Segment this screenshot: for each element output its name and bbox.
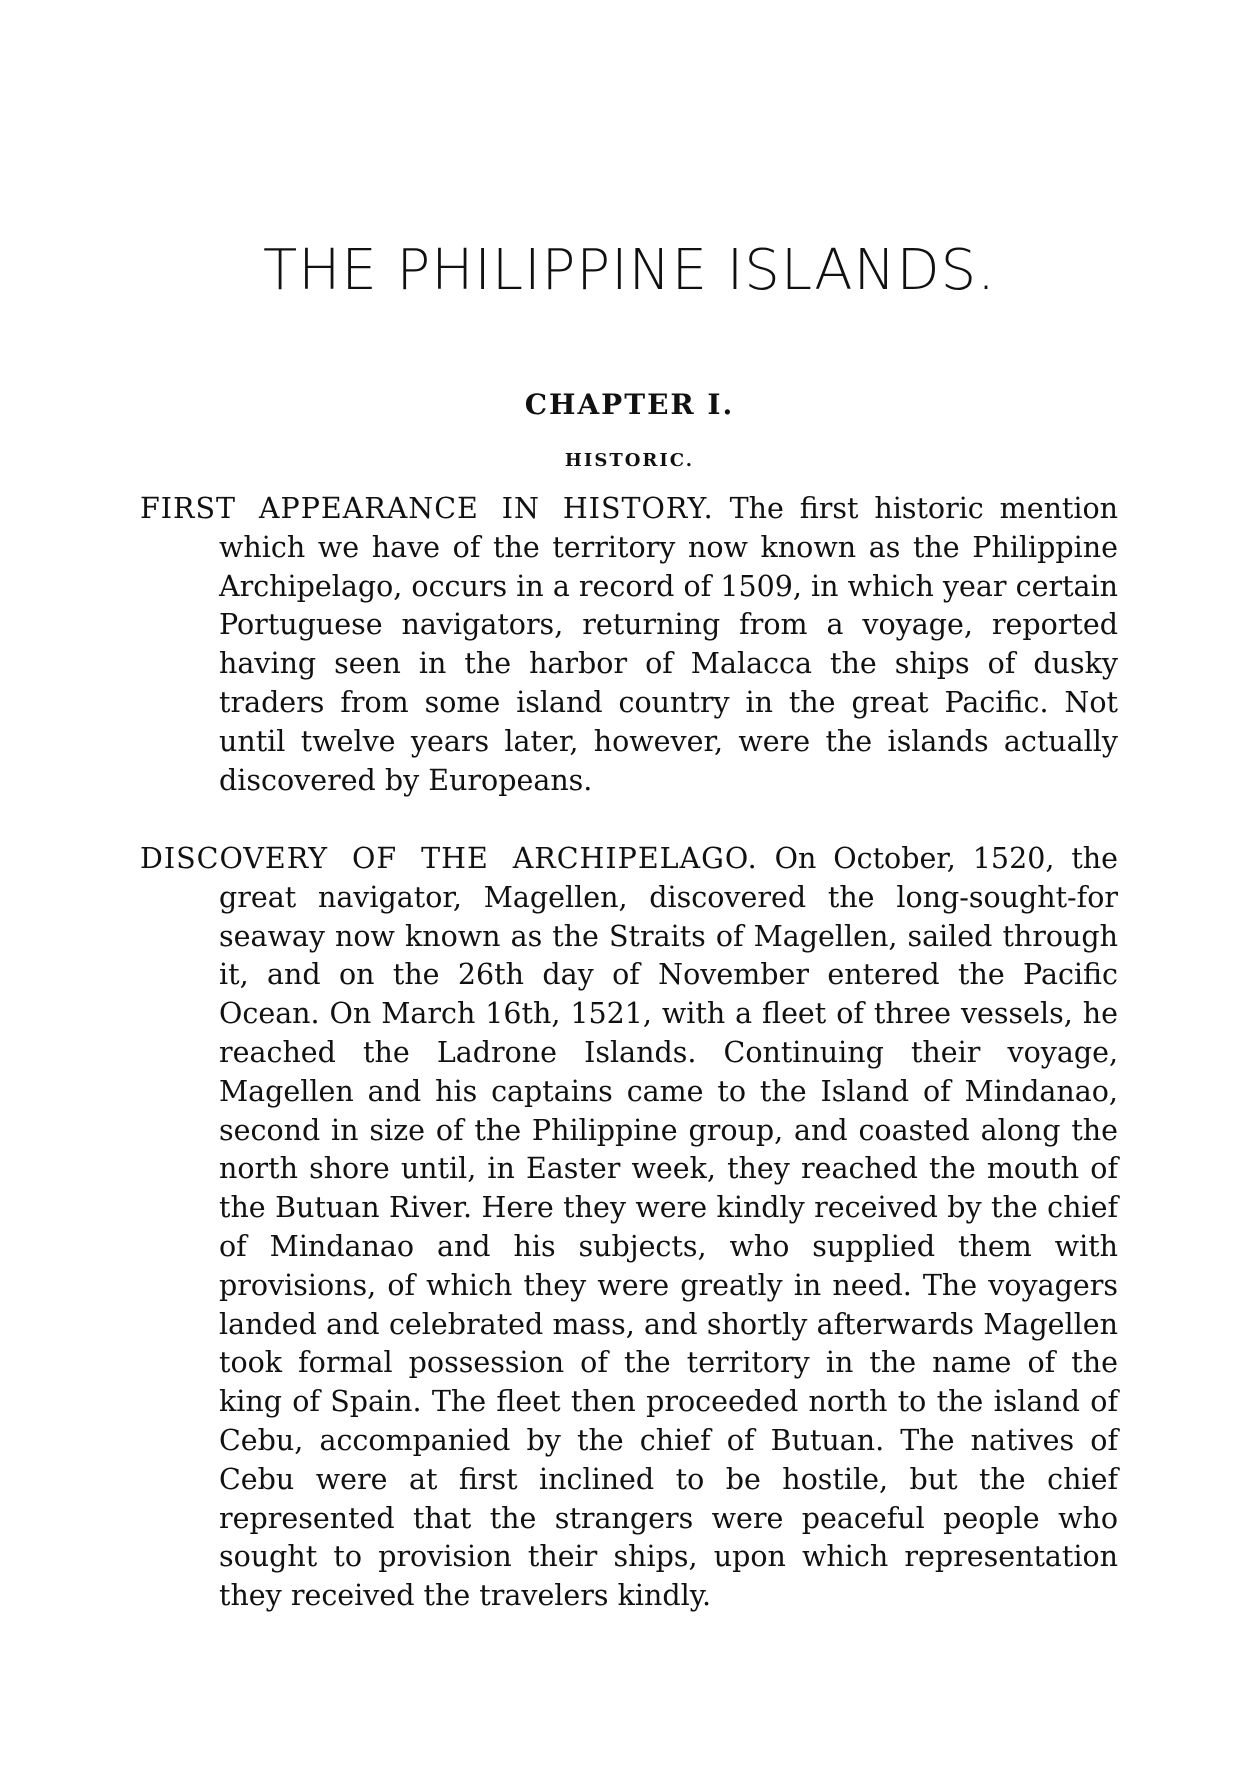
section-first-appearance (140, 490, 1118, 800)
section-heading: FIRST APPEARANCE IN HISTORY. (140, 492, 714, 525)
book-title: THE PHILIPPINE ISLANDS. (263, 238, 996, 303)
chapter-heading: CHAPTER I. (524, 388, 735, 421)
section-body: On October, 1520, the great navigator, Magellen, discovered the long-sought-for seaway now known as the Straits of Magellen, sailed through it, and on the 26th day of November entered the Pacific Ocean. On March 16th, 1521, with a fleet of three vessels, he reached the Ladrone Islands. Continuing their voyage, Magellen and his captains came to the Island of Mindanao, second in size of the Philippine group, and coasted along the north shore until, in Easter week, they reached the mouth of the Butuan River. Here they were kindly received by the chief of Mindanao and his subjects, who supplied them with provisions, of which they were greatly in need. The voyagers landed and celebrated mass, and shortly afterwards Magellen took formal possession of the territory in the name of the king of Spain. The fleet then proceeded north to the island of Cebu, accompanied by the chief of Butuan. The natives of Cebu were at first inclined to be hostile, but the chief represented that the strangers were peaceful people who sought to provision their ships, upon which representation they received the travelers kindly. (219, 842, 1118, 1613)
section-heading: DISCOVERY OF THE ARCHIPELAGO. (140, 842, 758, 875)
section-discovery (140, 840, 1118, 1616)
section-body: The first historic mention which we have of the territory now known as the Philippine Archipelago, occurs in a record of 1509, in which year certain Portuguese navigators, returning from a voyage, reported having seen in the harbor of Malacca the ships of dusky traders from some island country in the great Pacific. Not until twelve years later, however, were the islands actually discovered by Europeans. (219, 492, 1119, 797)
chapter-subtitle: HISTORIC. (564, 450, 695, 471)
